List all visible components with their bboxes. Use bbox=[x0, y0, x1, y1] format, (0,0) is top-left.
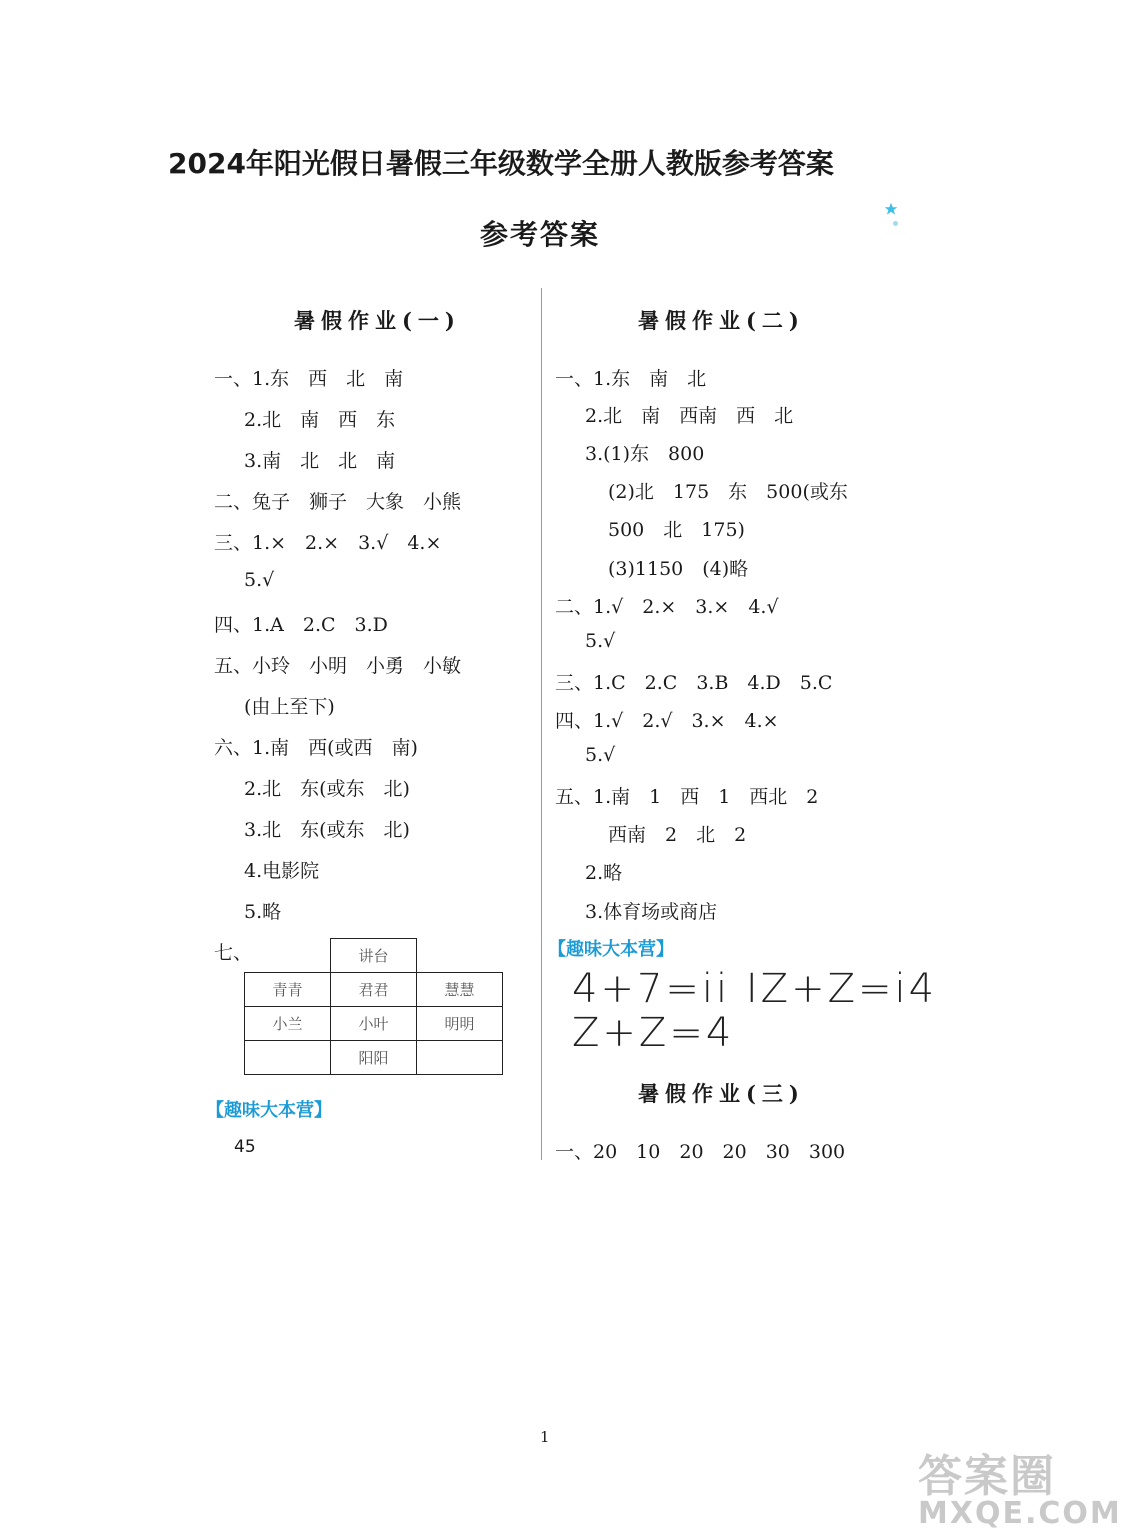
table-cell: 讲台 bbox=[331, 939, 417, 973]
answer-line: 七、 bbox=[214, 942, 253, 964]
answer-line: 三、1.C 2.C 3.B 4.D 5.C bbox=[555, 672, 833, 694]
section-heading-2: 暑假作业(二) bbox=[638, 308, 805, 333]
answer-line: 3.(1)东 800 bbox=[585, 443, 705, 465]
answer-line: 2.北 南 西 东 bbox=[244, 409, 396, 431]
section-heading-3: 暑假作业(三) bbox=[638, 1081, 805, 1106]
answer-line: 2.北 南 西南 西 北 bbox=[585, 405, 794, 427]
answer-line: 2.略 bbox=[585, 862, 623, 884]
table-cell bbox=[417, 939, 503, 973]
column-divider bbox=[541, 288, 542, 1160]
answer-line: (由上至下) bbox=[244, 696, 335, 718]
answer-line: 三、1.× 2.× 3.√ 4.× bbox=[214, 532, 442, 554]
answer-line: 3.南 北 北 南 bbox=[244, 450, 396, 472]
answer-line: 二、1.√ 2.× 3.× 4.√ bbox=[555, 596, 779, 618]
star-icon bbox=[884, 202, 898, 216]
seating-table bbox=[244, 938, 503, 1075]
table-row bbox=[245, 973, 503, 1007]
table-row bbox=[245, 1041, 503, 1075]
table-cell: 小叶 bbox=[331, 1007, 417, 1041]
answer-line: 5.√ bbox=[585, 744, 616, 766]
table-row bbox=[245, 939, 503, 973]
answer-line: 五、小玲 小明 小勇 小敏 bbox=[214, 655, 462, 677]
handwritten-equation: Z+Z=4 bbox=[572, 1010, 735, 1056]
watermark-text: 答案圈 bbox=[918, 1451, 1056, 1502]
table-cell: 君君 bbox=[331, 973, 417, 1007]
answer-line: 一、1.东 西 北 南 bbox=[214, 368, 404, 390]
answer-line: 5.√ bbox=[585, 630, 616, 652]
fun-corner-label: 【趣味大本营】 bbox=[206, 1100, 332, 1121]
answers-heading: 参考答案 bbox=[480, 218, 601, 251]
answer-line: 3.体育场或商店 bbox=[585, 901, 718, 923]
table-cell bbox=[417, 1041, 503, 1075]
answer-line: 六、1.南 西(或西 南) bbox=[214, 737, 418, 759]
table-cell: 阳阳 bbox=[331, 1041, 417, 1075]
answer-line: 5.√ bbox=[244, 569, 275, 591]
answer-line: 二、兔子 狮子 大象 小熊 bbox=[214, 491, 462, 513]
answer-line: 西南 2 北 2 bbox=[608, 824, 747, 846]
table-cell: 青青 bbox=[245, 973, 331, 1007]
dot-decoration bbox=[893, 221, 898, 226]
answer-line: 4.电影院 bbox=[244, 860, 320, 882]
table-cell bbox=[245, 939, 331, 973]
table-cell: 小兰 bbox=[245, 1007, 331, 1041]
section-heading-1: 暑假作业(一) bbox=[294, 308, 461, 333]
page-number: 1 bbox=[540, 1428, 550, 1446]
answer-line: (3)1150 (4)略 bbox=[608, 558, 749, 580]
answer-line: 四、1.A 2.C 3.D bbox=[214, 614, 388, 636]
answer-line: 5.略 bbox=[244, 901, 282, 923]
table-row bbox=[245, 1007, 503, 1041]
answer-line: 一、1.东 南 北 bbox=[555, 368, 707, 390]
watermark-url: MXQE.COM bbox=[918, 1496, 1122, 1531]
handwritten-equation: 4+7=ii IZ+Z=i4 bbox=[572, 966, 938, 1012]
watermark bbox=[918, 1440, 1122, 1531]
fun-answer: 45 bbox=[234, 1137, 256, 1157]
answer-line: 3.北 东(或东 北) bbox=[244, 819, 410, 841]
table-cell bbox=[245, 1041, 331, 1075]
answer-line: 一、20 10 20 20 30 300 bbox=[555, 1141, 846, 1163]
document-title: 2024年阳光假日暑假三年级数学全册人教版参考答案 bbox=[168, 147, 834, 180]
answer-line: 五、1.南 1 西 1 西北 2 bbox=[555, 786, 819, 808]
fun-corner-label: 【趣味大本营】 bbox=[548, 939, 674, 960]
answer-line: 2.北 东(或东 北) bbox=[244, 778, 410, 800]
answer-line: (2)北 175 东 500(或东 bbox=[608, 481, 848, 503]
table-cell: 明明 bbox=[417, 1007, 503, 1041]
table-cell: 慧慧 bbox=[417, 973, 503, 1007]
answer-line: 500 北 175) bbox=[608, 519, 745, 541]
answer-line: 四、1.√ 2.√ 3.× 4.× bbox=[555, 710, 779, 732]
